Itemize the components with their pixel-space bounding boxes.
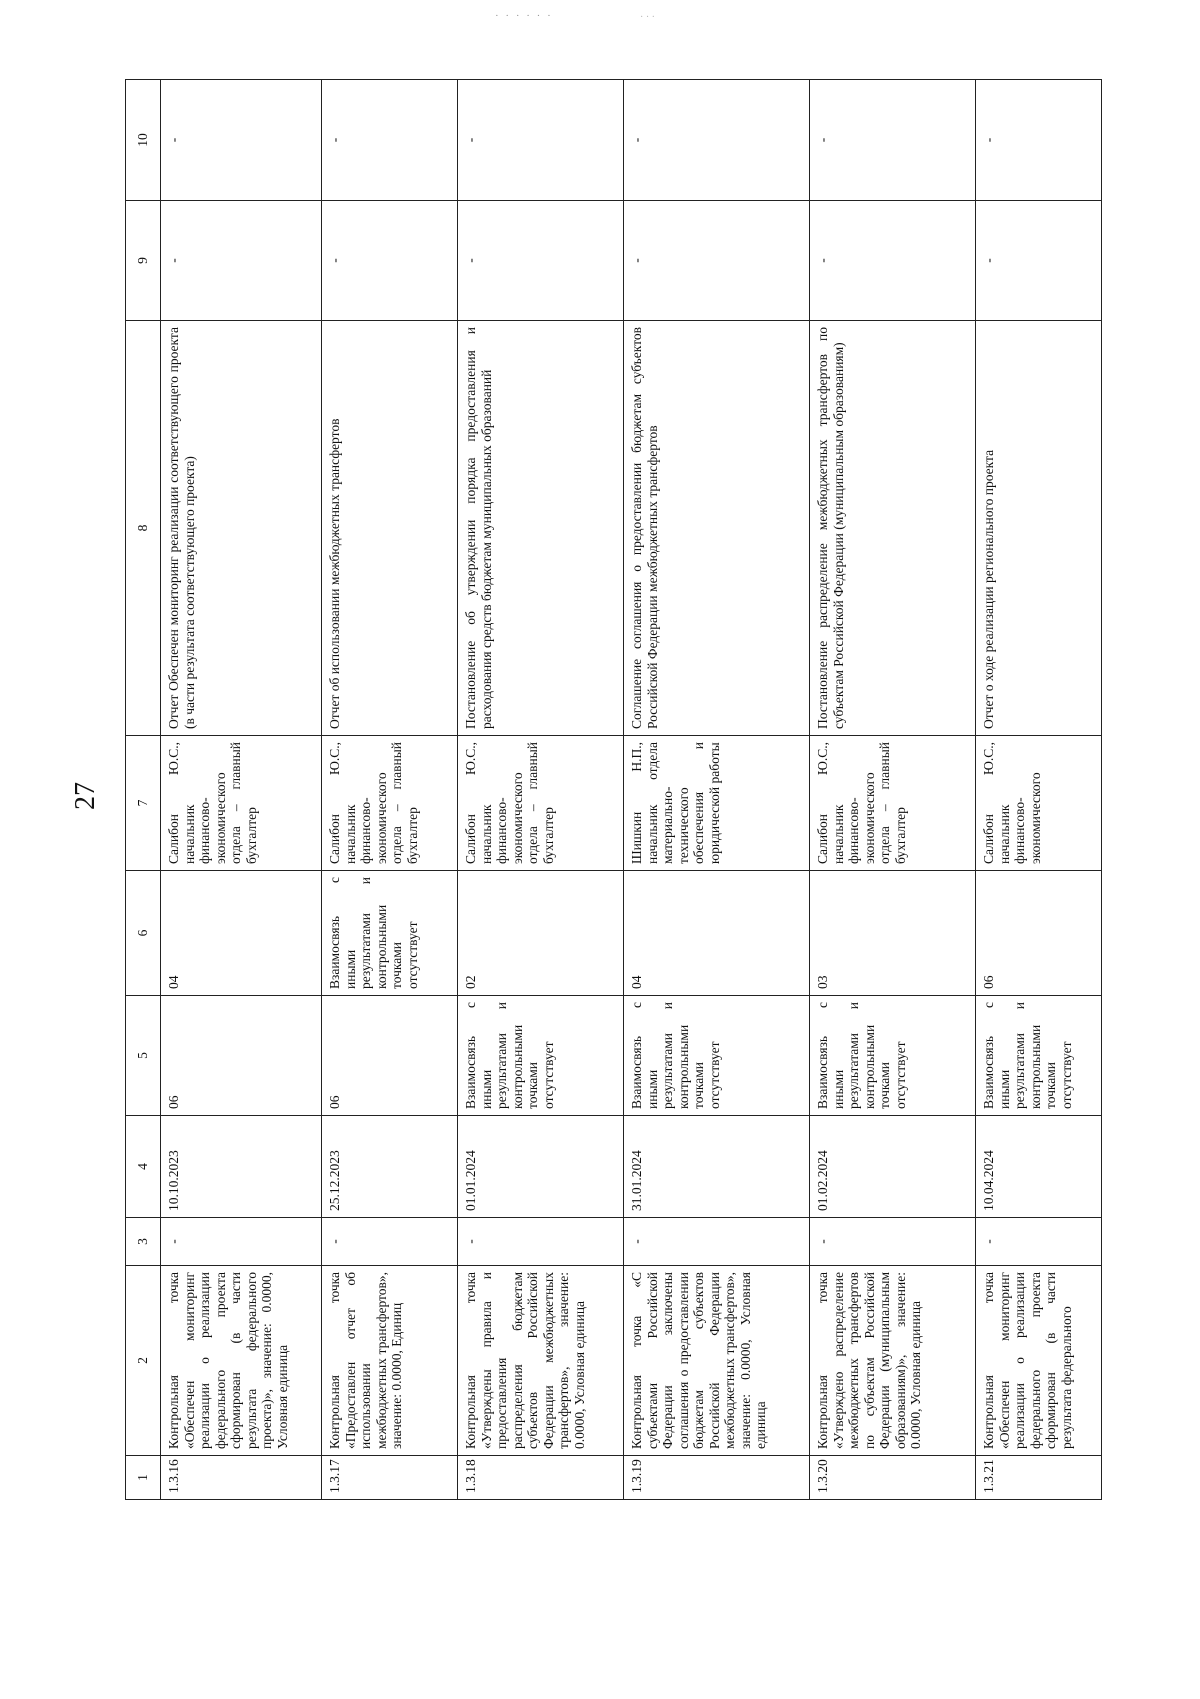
column-header: 3 bbox=[126, 1218, 161, 1266]
cell-col5: 06 bbox=[161, 996, 322, 1116]
cell-col5: Взаимосвязь с иными результатами и контрольными точками отсутствует bbox=[458, 996, 624, 1116]
cell-col5: Взаимосвязь с иными результатами и контрольными точками отсутствует bbox=[976, 996, 1102, 1116]
cell-col10: - bbox=[976, 80, 1102, 201]
control-point-name: Контрольная точка «С субъектами Российской Федерации заключены соглашения о предоставлении бюджетам субъектов Российской Федерации межбюджетных трансфертов», значение: 0.0000, Условная единица bbox=[624, 1266, 810, 1456]
responsible-cell: Салибон Ю.С., начальник финансово-экономического отдела – главный бухгалтер bbox=[810, 736, 976, 871]
cell-col3: - bbox=[161, 1218, 322, 1266]
column-header: 2 bbox=[126, 1266, 161, 1456]
date-cell: 10.10.2023 bbox=[161, 1116, 322, 1218]
scan-artifact: · · · · · · bbox=[495, 10, 553, 22]
responsible-cell: Салибон Ю.С., начальник финансово-экономического bbox=[976, 736, 1102, 871]
cell-col3: - bbox=[976, 1218, 1102, 1266]
cell-col9: - bbox=[976, 201, 1102, 321]
cell-col6: 04 bbox=[624, 871, 810, 996]
control-point-name: Контрольная точка «Утверждено распределение межбюджетных трансфертов по субъектам Российской Федерации (муниципальным образованиям)», значение: 0.0000, Условная единица bbox=[810, 1266, 976, 1456]
cell-col3: - bbox=[624, 1218, 810, 1266]
cell-col3: - bbox=[458, 1218, 624, 1266]
column-header: 6 bbox=[126, 871, 161, 996]
cell-col9: - bbox=[458, 201, 624, 321]
cell-col10: - bbox=[624, 80, 810, 201]
cell-col6: 06 bbox=[976, 871, 1102, 996]
control-point-name: Контрольная точка «Обеспечен мониторинг реализации о реализации федерального проекта сформирован (в части результата федерального bbox=[976, 1266, 1102, 1456]
row-number: 1.3.17 bbox=[322, 1456, 458, 1500]
document-cell: Постановление об утверждении порядка предоставления и расходования средств бюджетам муниципальных образований bbox=[458, 321, 624, 736]
date-cell: 01.01.2024 bbox=[458, 1116, 624, 1218]
cell-col10: - bbox=[458, 80, 624, 201]
cell-col10: - bbox=[161, 80, 322, 201]
column-header: 5 bbox=[126, 996, 161, 1116]
row-number: 1.3.16 bbox=[161, 1456, 322, 1500]
cell-col6: 04 bbox=[161, 871, 322, 996]
cell-col9: - bbox=[810, 201, 976, 321]
document-cell: Отчет об использовании межбюджетных трансфертов bbox=[322, 321, 458, 736]
control-points-table bbox=[125, 79, 1102, 1500]
cell-col6: Взаимосвязь с иными результатами и контрольными точками отсутствует bbox=[322, 871, 458, 996]
cell-col9: - bbox=[322, 201, 458, 321]
responsible-cell: Салибон Ю.С., начальник финансово-экономического отдела – главный бухгалтер bbox=[322, 736, 458, 871]
column-header: 7 bbox=[126, 736, 161, 871]
column-header: 4 bbox=[126, 1116, 161, 1218]
cell-col3: - bbox=[810, 1218, 976, 1266]
table-row bbox=[624, 80, 810, 1500]
date-cell: 10.04.2024 bbox=[976, 1116, 1102, 1218]
control-point-name: Контрольная точка «Обеспечен мониторинг реализации о реализации федерального проекта сформирован (в части результата федерального проекта)», значение: 0.0000, Условная единица bbox=[161, 1266, 322, 1456]
document-cell: Отчет о ходе реализации регионального проекта bbox=[976, 321, 1102, 736]
column-header: 9 bbox=[126, 201, 161, 321]
row-number: 1.3.18 bbox=[458, 1456, 624, 1500]
table-row bbox=[161, 80, 322, 1500]
document-cell: Отчет Обеспечен мониторинг реализации соответствующего проекта (в части результата соответствующего проекта) bbox=[161, 321, 322, 736]
column-header: 8 bbox=[126, 321, 161, 736]
rotated-table-container bbox=[125, 80, 1074, 1500]
cell-col10: - bbox=[322, 80, 458, 201]
control-point-name: Контрольная точка «Предоставлен отчет об использовании межбюджетных трансфертов», значение: 0.0000, Единиц bbox=[322, 1266, 458, 1456]
responsible-cell: Салибон Ю.С., начальник финансово-экономического отдела – главный бухгалтер bbox=[458, 736, 624, 871]
cell-col10: - bbox=[810, 80, 976, 201]
document-cell: Постановление распределение межбюджетных трансфертов по субъектам Российской Федерации (муниципальным образованиям) bbox=[810, 321, 976, 736]
date-cell: 31.01.2024 bbox=[624, 1116, 810, 1218]
cell-col5: Взаимосвязь с иными результатами и контрольными точками отсутствует bbox=[624, 996, 810, 1116]
scan-artifact: · · · bbox=[640, 12, 655, 23]
table-row bbox=[458, 80, 624, 1500]
cell-col6: 02 bbox=[458, 871, 624, 996]
responsible-cell: Салибон Ю.С., начальник финансово-экономического отдела – главный бухгалтер bbox=[161, 736, 322, 871]
column-header: 1 bbox=[126, 1456, 161, 1500]
cell-col9: - bbox=[624, 201, 810, 321]
column-header: 10 bbox=[126, 80, 161, 201]
table-row bbox=[322, 80, 458, 1500]
responsible-cell: Шишкин Н.П., начальник отдела материально-технического обеспечения и юридической работы bbox=[624, 736, 810, 871]
row-number: 1.3.19 bbox=[624, 1456, 810, 1500]
control-point-name: Контрольная точка «Утверждены правила и предоставления распределения бюджетам субъектов Российской Федерации межбюджетных трансфертов», значение: 0.0000, Условная единица bbox=[458, 1266, 624, 1456]
table-row bbox=[976, 80, 1102, 1500]
cell-col3: - bbox=[322, 1218, 458, 1266]
date-cell: 25.12.2023 bbox=[322, 1116, 458, 1218]
cell-col6: 03 bbox=[810, 871, 976, 996]
document-cell: Соглашение соглашения о предоставлении бюджетам субъектов Российской Федерации межбюджетных трансфертов bbox=[624, 321, 810, 736]
page-number: 27 bbox=[70, 782, 101, 810]
date-cell: 01.02.2024 bbox=[810, 1116, 976, 1218]
cell-col5: 06 bbox=[322, 996, 458, 1116]
table-row bbox=[810, 80, 976, 1500]
row-number: 1.3.21 bbox=[976, 1456, 1102, 1500]
cell-col9: - bbox=[161, 201, 322, 321]
cell-col5: Взаимосвязь с иными результатами и контрольными точками отсутствует bbox=[810, 996, 976, 1116]
row-number: 1.3.20 bbox=[810, 1456, 976, 1500]
table-header-row bbox=[126, 80, 161, 1500]
